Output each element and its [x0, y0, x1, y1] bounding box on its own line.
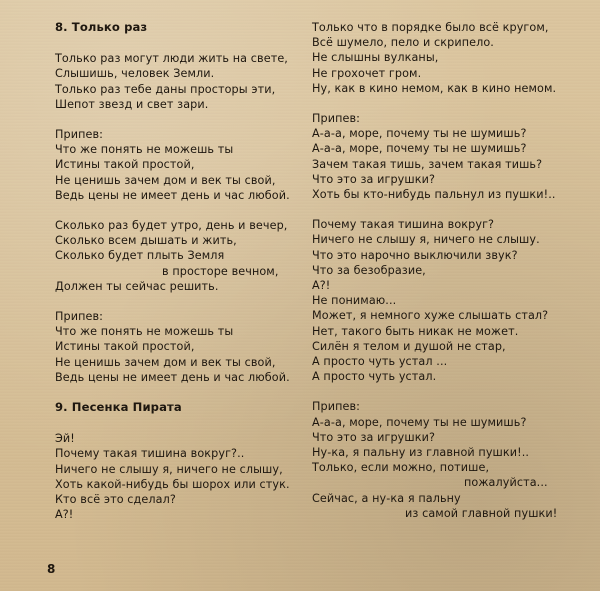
lyric-line-indented: в просторе вечном, — [162, 264, 279, 278]
chorus-label: Припев: — [55, 128, 104, 142]
lyric-line: Не слышны вулканы, — [312, 51, 439, 65]
chorus — [312, 111, 592, 202]
lyric-line: Сейчас, а ну-ка я пальну — [312, 491, 461, 505]
lyric-line: Почему такая тишина вокруг? — [312, 218, 495, 232]
lyric-line: Ведь цены не имеет день и час любой. — [55, 188, 290, 202]
lyric-line: Истины такой простой, — [55, 340, 195, 354]
lyric-line: Всё шумело, пело и скрипело. — [312, 36, 494, 50]
song-title-8: 8. Только раз — [55, 20, 148, 34]
lyric-line: Только раз могут люди жить на свете, — [55, 52, 288, 66]
lyric-line-indented: из самой главной пушки! — [405, 506, 558, 520]
lyric-line: А просто чуть устал ... — [312, 355, 448, 369]
lyric-line: Сколько всем дышать и жить, — [55, 234, 237, 248]
lyric-line: Истины такой простой, — [55, 158, 195, 172]
chorus-label: Припев: — [312, 112, 361, 126]
lyric-line: Не понимаю... — [312, 294, 397, 308]
lyric-line: Сколько раз будет утро, день и вечер, — [55, 219, 288, 233]
lyric-line: Эй! — [55, 432, 75, 446]
lyric-line: А-а-а, море, почему ты не шумишь? — [312, 127, 527, 141]
lyric-line: Шепот звезд и свет зари. — [55, 97, 209, 111]
lyric-line: Что это нарочно выключили звук? — [312, 248, 518, 262]
page-number: 8 — [47, 562, 56, 576]
lyric-line: Не ценишь зачем дом и век ты свой, — [55, 355, 276, 369]
lyric-line: Только что в порядке было всё кругом, — [312, 21, 549, 34]
lyric-line: Кто всё это сделал? — [55, 493, 176, 507]
stanza — [312, 20, 592, 96]
lyric-line: Почему такая тишина вокруг?.. — [55, 447, 245, 461]
lyric-line: Силён я телом и душой не стар, — [312, 339, 506, 353]
lyric-line: Что же понять не можешь ты — [55, 143, 234, 157]
stanza — [55, 51, 310, 112]
lyric-line: Нет, такого быть никак не может. — [312, 324, 519, 338]
song-title-9: 9. Песенка Пирата — [55, 400, 182, 415]
lyric-line: А-а-а, море, почему ты не шумишь? — [312, 415, 527, 429]
chorus-label: Припев: — [312, 400, 361, 414]
lyric-line: А просто чуть устал. — [312, 370, 437, 384]
chorus — [55, 309, 310, 385]
lyric-line: А-а-а, море, почему ты не шумишь? — [312, 142, 527, 156]
chorus — [312, 399, 592, 521]
lyric-line: Ведь цены не имеет день и час любой. — [55, 370, 290, 384]
lyric-line: Должен ты сейчас решить. — [55, 279, 219, 293]
lyric-line: Только, если можно, потише, — [312, 461, 490, 475]
lyric-line: Не ценишь зачем дом и век ты свой, — [55, 173, 276, 187]
lyric-line: Что же понять не можешь ты — [55, 325, 234, 339]
lyric-line: Может, я немного хуже слышать стал? — [312, 309, 549, 323]
stanza — [312, 217, 592, 384]
lyric-line: Слышишь, человек Земли. — [55, 67, 215, 81]
lyric-line: А?! — [312, 279, 331, 293]
left-column — [55, 20, 310, 537]
lyric-line: Что это за игрушки? — [312, 172, 435, 186]
lyric-line: Что это за игрушки? — [312, 430, 435, 444]
chorus-label: Припев: — [55, 310, 104, 324]
stanza — [55, 218, 310, 294]
lyric-line: Хоть бы кто-нибудь пальнул из пушки!.. — [312, 188, 556, 202]
lyric-line: А?! — [55, 508, 74, 522]
lyric-line: Ничего не слышу я, ничего не слышу, — [55, 462, 283, 476]
lyric-line: Ну, как в кино немом, как в кино немом. — [312, 81, 557, 95]
chorus — [55, 127, 310, 203]
lyric-line: Что за безобразие, — [312, 263, 426, 277]
stanza — [55, 431, 310, 522]
lyric-line: Зачем такая тишь, зачем такая тишь? — [312, 157, 543, 171]
lyric-line: Не грохочет гром. — [312, 66, 422, 80]
right-column — [312, 20, 592, 536]
lyric-line: Ничего не слышу я, ничего не слышу. — [312, 233, 540, 247]
lyric-line: Ну-ка, я пальну из главной пушки!.. — [312, 446, 530, 460]
lyric-line: Сколько будет плыть Земля — [55, 249, 225, 263]
lyric-line: Хоть какой-нибудь бы шорох или стук. — [55, 477, 290, 491]
lyric-line-indented: пожалуйста... — [464, 476, 548, 490]
lyric-line: Только раз тебе даны просторы эти, — [55, 82, 276, 96]
